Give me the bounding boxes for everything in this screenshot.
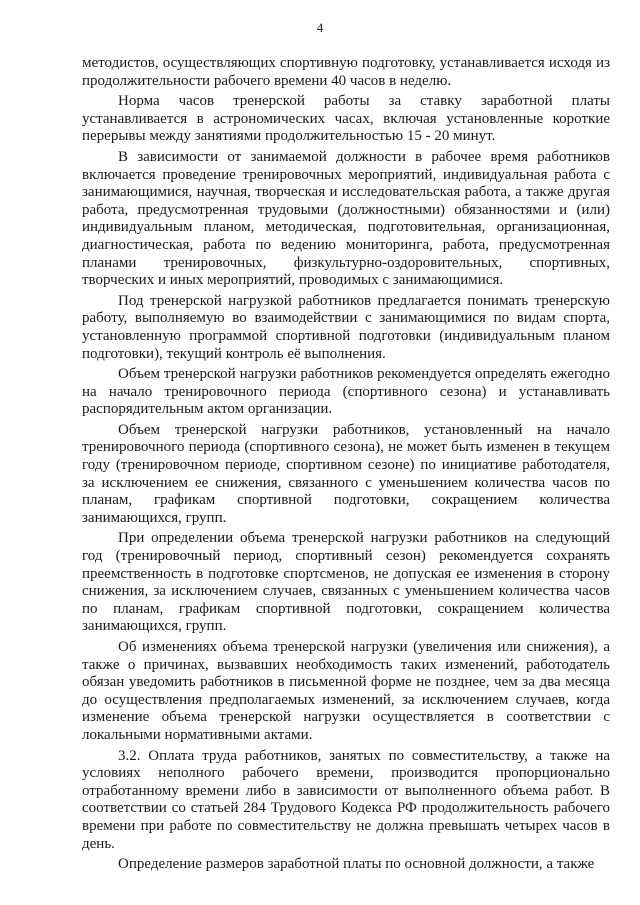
paragraph-1: методистов, осуществляющих спортивную подготовку, устанавливается исходя из продолжительности рабочего времени 40 часов в неделю. bbox=[82, 55, 610, 89]
page-number: 4 bbox=[316, 20, 324, 35]
document-body bbox=[82, 55, 610, 877]
paragraph-10: Определение размеров заработной платы по основной должности, а также bbox=[118, 856, 595, 873]
paragraph-6: Объем тренерской нагрузки работников, установленный на начало тренировочного периода (спортивного сезона), не может быть изменен в текущем году (тренировочном периоде, спортивном сезоне) по инициативе работодателя, за исключением ее снижения, связанного с уменьшением количества часов по планам, графикам спортивной подготовки, сокращением количества занимающихся, групп. bbox=[82, 421, 610, 526]
paragraph-4: Под тренерской нагрузкой работников предлагается понимать тренерскую работу, выполняемую во взаимодействии с занимающимися по видам спорта, установленную программой спортивной подготовки (индивидуальным планом подготовки), текущий контроль её выполнения. bbox=[82, 292, 610, 362]
paragraph-9: 3.2. Оплата труда работников, занятых по совместительству, а также на условиях неполного рабочего времени, производится пропорционально отработанному времени либо в зависимости от выполненного объема работ. В соответствии со статьей 284 Трудового Кодекса РФ продолжительность рабочего времени при работе по совместительству не должна превышать четырех часов в день. bbox=[82, 747, 610, 852]
paragraph-8: Об изменениях объема тренерской нагрузки (увеличения или снижения), а также о причинах, вызвавших необходимость таких изменений, работодатель обязан уведомить работников в письменной форме не позднее, чем за два месяца до осуществления предполагаемых изменений, за исключением случаев, когда изменение объема тренерской нагрузки осуществляется в соответствии с локальными нормативными актами. bbox=[82, 639, 610, 743]
paragraph-7: При определении объема тренерской нагрузки работников на следующий год (тренировочный период, спортивный сезон) рекомендуется сохранять преемственность в подготовке спортсменов, не допуская ее изменения в сторону снижения, за исключением случаев, связанных с уменьшением количества часов по планам, графикам спортивной подготовки, сокращением количества занимающихся, групп. bbox=[82, 530, 610, 635]
paragraph-3: В зависимости от занимаемой должности в рабочее время работников включается проведение тренировочных мероприятий, индивидуальная работа с занимающимися, научная, творческая и исследовательская работа, а также другая работа, предусмотренная трудовыми (должностными) обязанностями и (или) индивидуальным планом, методическая, подготовительная, организационная, диагностическая, работа по ведению мониторинга, работа, предусмотренная планами тренировочных, физкультурно-оздоровительных, спортивных, творческих и иных мероприятий, проводимых с занимающимися. bbox=[82, 148, 610, 289]
paragraph-2: Норма часов тренерской работы за ставку заработной платы устанавливается в астрономических часах, включая установленные короткие перерывы между занятиями продолжительностью 15 - 20 минут. bbox=[82, 93, 610, 145]
paragraph-5: Объем тренерской нагрузки работников рекомендуется определять ежегодно на начало тренировочного периода (спортивного сезона) и устанавливать распорядительным актом организации. bbox=[82, 366, 610, 418]
